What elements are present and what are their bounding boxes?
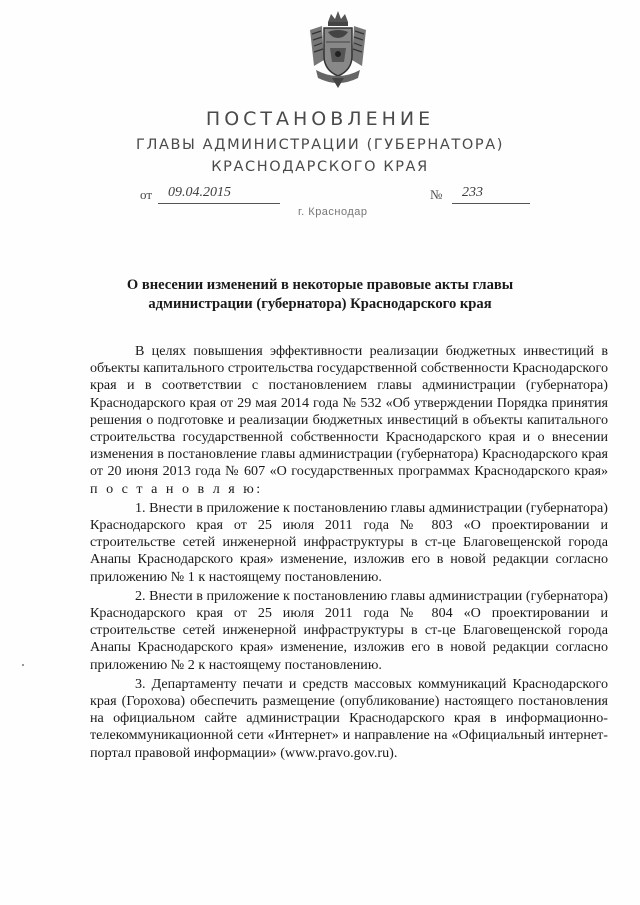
decree-word: п о с т а н о в л я ю: [90,480,263,497]
item-2-paragraph: 2. Внести в приложение к постановлению главы администрации (губернатора) Краснодарского края от 25 июля 2011 года № 804 «О проектировании и строительстве сетей инженерной инфраструктуры в ст-це Благовещенской города Анапы Краснодарского края» изменение, изложив его в новой редакции согласно приложению № 2 к настоящему постановлению. [90,587,608,673]
date-value: 09.04.2015 [168,185,231,200]
preamble-paragraph [90,343,608,498]
document-type-heading: ПОСТАНОВЛЕНИЕ [205,108,435,130]
krasnodar-krai-coat-of-arms-icon [302,8,374,90]
city-label: г. Краснодар [298,206,368,218]
issuer-heading-line1: ГЛАВЫ АДМИНИСТРАЦИИ (ГУБЕРНАТОРА) [136,137,504,153]
date-underline [158,203,280,204]
item-1-paragraph: 1. Внести в приложение к постановлению главы администрации (губернатора) Краснодарского края от 25 июля 2011 года № 803 «О проектировании и строительстве сетей инженерной инфраструктуры в ст-це Благовещенской города Анапы Краснодарского края» изменение, изложив его в новой редакции согласно приложению № 1 к настоящему постановлению. [90,499,608,585]
number-value: 233 [462,185,483,200]
document-body [90,343,608,762]
date-prefix: от [140,187,153,202]
number-prefix: № [430,187,443,202]
issuer-heading-line2: КРАСНОДАРСКОГО КРАЯ [211,159,429,175]
item-3-paragraph: 3. Департаменту печати и средств массовых коммуникаций Краснодарского края (Горохова) обеспечить размещение (опубликование) настоящего постановления на официальном сайте администрации Краснодарского края в информационно-телекоммуникационной сети «Интернет» и направление на «Официальный интернет-портал правовой информации» (www.pravo.gov.ru). [90,675,608,761]
number-underline [452,203,530,204]
preamble-text: В целях повышения эффективности реализации бюджетных инвестиций в объекты капитального строительства государственной собственности Краснодарского края и в соответствии с постановлением главы администрации (губернатора) Краснодарского края от 29 мая 2014 года № 532 «Об утверждении Порядка принятия решения о подготовке и реализации бюджетных инвестиций в объекты капитального строительства государственной собственности Краснодарского края и о внесении изменения в постановление главы администрации (губернатора) Краснодарского края от 20 июня 2013 года № 607 «О государственных программах Краснодарского края» [90,343,608,480]
document-title: О внесении изменений в некоторые правовые акты главы администрации (губернатора) Краснодарского края [126,277,514,312]
scan-margin-mark [22,664,24,666]
